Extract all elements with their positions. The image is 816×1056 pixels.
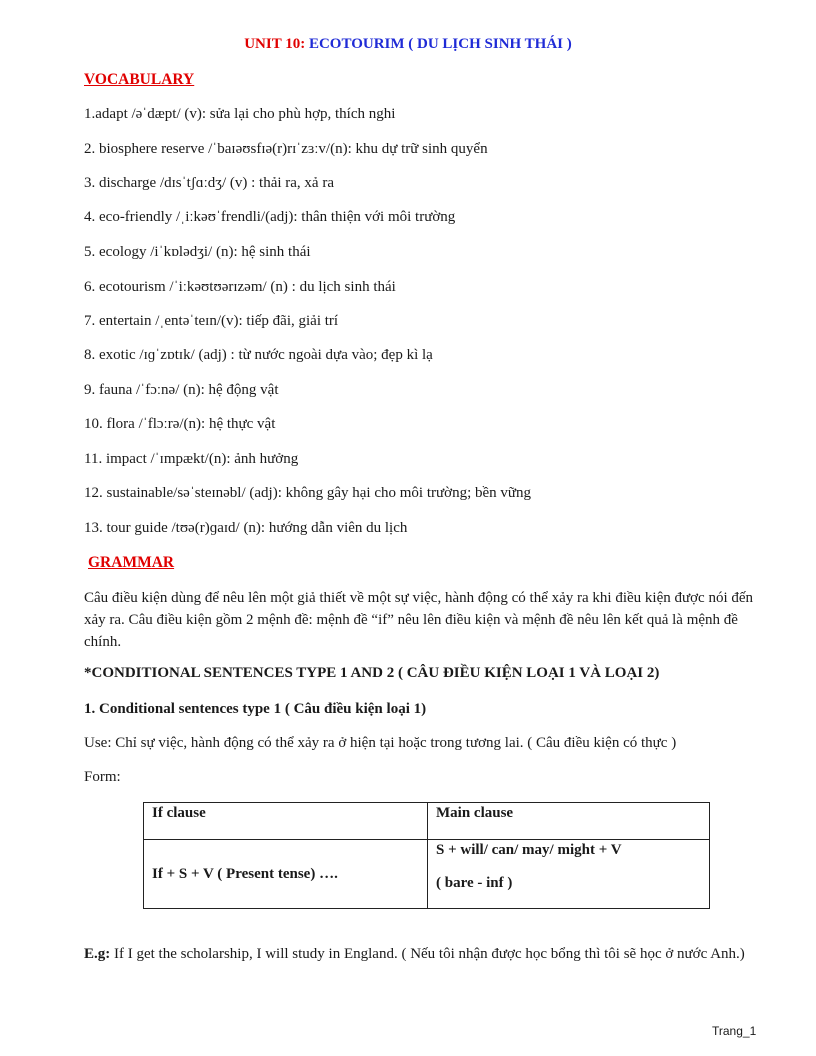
main-clause-formula: [428, 840, 710, 909]
table-header-main: Main clause: [428, 803, 710, 840]
vocab-item: 1.adapt /əˈdæpt/ (v): sửa lại cho phù hợp, thích nghi: [84, 106, 396, 122]
vocab-item: 2. biosphere reserve /ˈbaɪəʊsfɪə(r)rɪˈzɜːv/(n): khu dự trữ sinh quyển: [84, 141, 488, 157]
vocab-item: 12. sustainable/səˈsteɪnəbl/ (adj): không gây hại cho môi trường; bền vững: [84, 485, 532, 501]
usage-text: Use: Chỉ sự việc, hành động có thể xảy ra ở hiện tại hoặc trong tương lai. ( Câu điều kiện có thực ): [84, 735, 677, 751]
example-paragraph: [84, 943, 764, 965]
page-number: Trang_1: [712, 1024, 757, 1038]
vocab-item: 7. entertain /ˌentəˈteɪn/(v): tiếp đãi, giải trí: [84, 313, 339, 329]
vocab-item: 3. discharge /dɪsˈtʃɑːdʒ/ (v) : thải ra, xả ra: [84, 175, 334, 191]
form-label: Form:: [84, 769, 121, 785]
if-clause-formula: If + S + V ( Present tense) ….: [144, 840, 428, 909]
unit-topic: ECOTOURIM ( DU LỊCH SINH THÁI ): [308, 36, 572, 52]
table-row: [144, 803, 710, 840]
unit-label: UNIT 10:: [244, 36, 306, 52]
vocab-item: 8. exotic /ɪɡˈzɒtɪk/ (adj) : từ nước ngoài dựa vào; đẹp kì lạ: [84, 347, 433, 363]
table-row: [144, 840, 710, 909]
vocab-item: 11. impact /ˈɪmpækt/(n): ảnh hưởng: [84, 451, 299, 467]
vocab-item: 10. flora /ˈflɔːrə/(n): hệ thực vật: [84, 416, 276, 432]
vocab-item: 6. ecotourism /ˈiːkəʊtʊərɪzəm/ (n) : du lịch sinh thái: [84, 279, 396, 295]
vocab-item: 4. eco-friendly /ˌiːkəʊˈfrendli/(adj): thân thiện với môi trường: [84, 209, 456, 225]
main-formula-line-2: ( bare - inf ): [436, 875, 513, 891]
page-title: [0, 36, 816, 53]
main-formula-line-1: S + will/ can/ may/ might + V: [436, 842, 622, 858]
vocab-item: 9. fauna /ˈfɔːnə/ (n): hệ động vật: [84, 382, 279, 398]
form-table: [143, 802, 710, 909]
example-text: If I get the scholarship, I will study in England. ( Nếu tôi nhận được học bổng thì tôi sẽ học ở nước Anh.): [110, 946, 745, 962]
subsection-title: 1. Conditional sentences type 1 ( Câu điều kiện loại 1): [84, 701, 427, 717]
grammar-intro: Câu điều kiện dùng để nêu lên một giả thiết về một sự việc, hành động có thể xảy ra khi điều kiện được nói đến xảy ra. Câu điều kiện gồm 2 mệnh đề: mệnh đề “if” nêu lên điều kiện và mệnh đề nêu lên kết quả là mệnh đề chính.: [84, 590, 754, 650]
section-title: *CONDITIONAL SENTENCES TYPE 1 AND 2 ( CÂU ĐIỀU KIỆN LOẠI 1 VÀ LOẠI 2): [84, 665, 660, 681]
grammar-heading: GRAMMAR: [88, 554, 175, 571]
vocabulary-heading: VOCABULARY: [84, 71, 195, 88]
vocab-item: 5. ecology /iˈkɒlədʒi/ (n): hệ sinh thái: [84, 244, 311, 260]
vocab-item: 13. tour guide /tʊə(r)ɡaɪd/ (n): hướng dẫn viên du lịch: [84, 520, 408, 536]
example-label: E.g:: [84, 946, 111, 962]
table-header-if: If clause: [144, 803, 428, 840]
